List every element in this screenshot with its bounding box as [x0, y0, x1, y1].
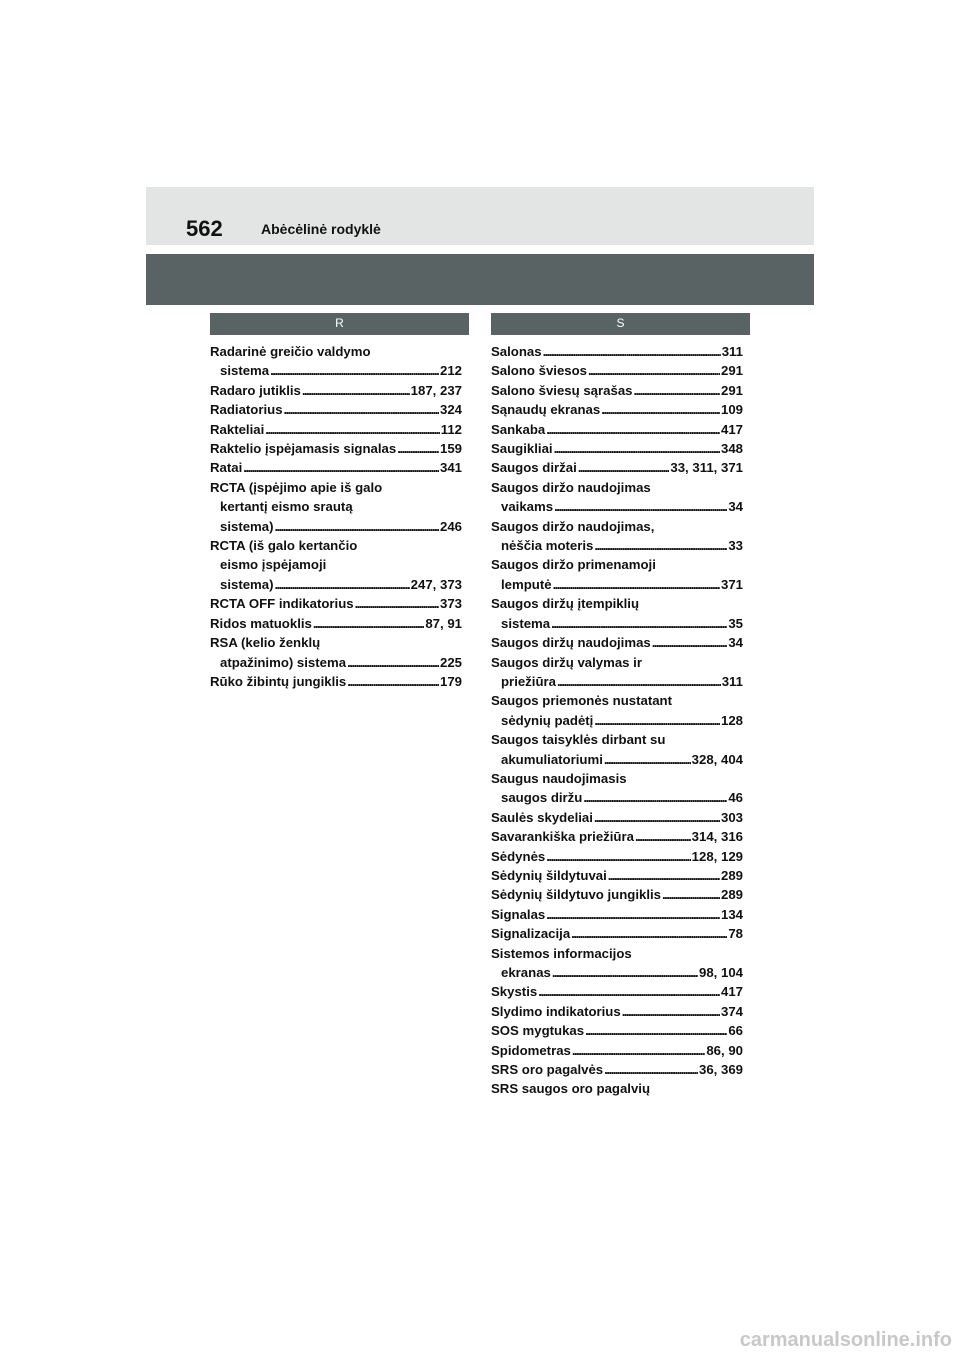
page-reference[interactable]: 128 [720, 712, 743, 728]
page-reference[interactable]: 328, 404 [691, 751, 743, 767]
index-entry-text: RCTA (įspėjimo apie iš galo [210, 479, 383, 495]
index-entry [210, 342, 462, 381]
index-entry-text: vaikams [501, 499, 554, 515]
index-entry [210, 458, 462, 477]
index-entry-text: sistema) [220, 576, 274, 592]
index-entry-text: Spidometras [491, 1042, 571, 1058]
index-entry-text: Signalizacija [491, 926, 571, 942]
dot-leader [553, 575, 720, 594]
header-bar [146, 254, 814, 305]
page-reference[interactable]: 311 [721, 673, 743, 689]
page-reference[interactable]: 291 [720, 382, 743, 398]
index-entry [491, 827, 743, 846]
index-entry [491, 1041, 743, 1060]
dot-leader [347, 653, 439, 672]
index-entry-text: Saugos priemonės nustatant [491, 693, 672, 709]
page-reference[interactable]: 371 [720, 576, 743, 592]
index-entry [210, 439, 462, 458]
page-reference[interactable]: 303 [720, 809, 743, 825]
index-entry [491, 905, 743, 924]
dot-leader [633, 381, 720, 400]
index-entry-text: lemputė [501, 576, 552, 592]
page-reference[interactable]: 46 [728, 790, 743, 806]
index-entry-text: ekranas [501, 965, 551, 980]
index-entry [210, 381, 462, 400]
dot-leader [347, 672, 439, 691]
dot-leader [652, 633, 728, 652]
dot-leader [604, 1060, 698, 1079]
dot-leader [243, 458, 439, 477]
index-entry [491, 342, 743, 361]
index-entry-text: Salono šviesos [491, 363, 588, 379]
index-entry [491, 653, 743, 692]
page-reference[interactable]: 98, 104 [699, 965, 743, 980]
page-reference[interactable]: 324 [439, 402, 462, 418]
dot-leader [302, 381, 410, 400]
page-reference[interactable]: 33 [728, 538, 743, 554]
dot-leader [635, 827, 691, 846]
index-entry-text: atpažinimo) sistema [220, 654, 347, 670]
dot-leader [578, 458, 670, 477]
index-entry [491, 982, 743, 1001]
index-entry-text: Sistemos informacijos [491, 945, 632, 961]
index-entry-text: Sąnaudų ekranas [491, 402, 601, 418]
index-entry [491, 478, 743, 517]
index-entry-text: Saugos diržai [491, 460, 577, 476]
page-reference[interactable]: 33, 311, 371 [670, 460, 743, 476]
dot-leader [608, 866, 720, 885]
index-entry-text: Sankaba [491, 421, 546, 437]
index-entry [210, 478, 462, 536]
page-reference[interactable]: 373 [439, 596, 462, 612]
page-reference[interactable]: 246 [439, 518, 462, 534]
page-reference[interactable]: 291 [720, 363, 743, 379]
dot-leader [265, 420, 439, 439]
index-entry-text: Savarankiška priežiūra [491, 829, 634, 845]
index-entry [491, 1002, 743, 1021]
page-reference[interactable]: 417 [720, 421, 743, 437]
page-reference[interactable]: 311 [721, 344, 743, 359]
page-reference[interactable]: 247, 373 [410, 576, 462, 592]
index-entry-text: Saugos diržų naudojimas [491, 635, 651, 651]
dot-leader [588, 361, 720, 380]
page-reference[interactable]: 87, 91 [425, 615, 462, 631]
index-entry [210, 400, 462, 419]
index-entry-text: Salono šviesų sąrašas [491, 382, 633, 398]
index-entry-text: Saugos taisyklės dirbant su [491, 732, 666, 748]
index-entry-text: SRS saugos oro pagalvių [491, 1081, 651, 1097]
dot-leader [270, 361, 439, 380]
index-entry-text: Rūko žibintų jungiklis [210, 673, 347, 689]
index-entry-text: Radaro jutiklis [210, 382, 301, 398]
page-reference[interactable]: 187, 237 [410, 382, 462, 398]
index-entry-text: Rakteliai [210, 421, 265, 437]
index-entry [491, 420, 743, 439]
page-reference[interactable]: 112 [440, 421, 462, 437]
page-reference[interactable]: 34 [728, 635, 743, 651]
index-entry-text: Saugus naudojimasis [491, 770, 627, 786]
page-reference[interactable]: 225 [439, 654, 462, 670]
index-entry [491, 633, 743, 652]
page-reference[interactable]: 36, 369 [699, 1062, 743, 1078]
page-reference[interactable]: 289 [720, 867, 743, 883]
dot-leader [601, 400, 720, 419]
section-header-r: R [210, 313, 469, 335]
index-entry-text: SOS mygtukas [491, 1023, 585, 1039]
index-entry [491, 381, 743, 400]
index-entry [491, 691, 743, 730]
index-entry [491, 594, 743, 633]
index-entry-text: Saugikliai [491, 441, 553, 457]
dot-leader [594, 808, 720, 827]
dot-leader [546, 847, 690, 866]
page-reference[interactable]: 34 [728, 499, 743, 515]
index-entry-text: Saugos diržo naudojimas [491, 479, 651, 495]
index-entry [491, 439, 743, 458]
index-entry-text: eismo įspėjamoji [220, 557, 327, 573]
index-entry [491, 885, 743, 904]
page-reference[interactable]: 66 [728, 1023, 743, 1039]
page-reference[interactable]: 109 [720, 402, 743, 418]
page-reference[interactable]: 159 [439, 441, 462, 457]
dot-leader [546, 905, 720, 924]
page-reference[interactable]: 134 [720, 906, 743, 922]
page-title: Abėcėlinė rodyklė [261, 221, 381, 237]
index-entry [210, 420, 462, 439]
index-entry-text: RCTA OFF indikatorius [210, 596, 354, 612]
dot-leader [594, 711, 720, 730]
index-entry-text: Sėdynės [491, 848, 546, 864]
index-entry-text: Radiatorius [210, 402, 283, 418]
index-entry-text: priežiūra [501, 673, 556, 689]
dot-leader [585, 1021, 727, 1040]
index-entry [210, 672, 462, 691]
index-entry [491, 769, 743, 808]
index-entry [491, 517, 743, 556]
index-entry [491, 924, 743, 943]
index-entry-text: nėščia moteris [501, 538, 594, 554]
page-reference[interactable]: 348 [720, 441, 743, 457]
index-entry-text: saugos diržu [501, 790, 583, 806]
index-entry-text: Saugos diržo naudojimas, [491, 518, 655, 534]
index-entry-text: Skystis [491, 984, 538, 1000]
dot-leader [275, 575, 410, 594]
page-number: 562 [186, 216, 223, 241]
dot-leader [275, 517, 439, 536]
dot-leader [397, 439, 439, 458]
page-reference[interactable]: 289 [720, 887, 743, 903]
page-header [146, 187, 814, 245]
dot-leader [557, 672, 721, 691]
page-reference[interactable]: 35 [728, 615, 743, 631]
index-entry [491, 361, 743, 380]
index-column-s [491, 342, 743, 1099]
index-entry-text: Slydimo indikatorius [491, 1003, 621, 1019]
dot-leader [552, 963, 698, 982]
page-reference[interactable]: 314, 316 [691, 829, 743, 845]
index-entry [491, 400, 743, 419]
index-entry [491, 730, 743, 769]
index-entry [491, 944, 743, 983]
index-entry-text: Radarinė greičio valdymo [210, 344, 371, 359]
index-entry-text: RCTA (iš galo kertančio [210, 538, 358, 554]
index-entry [491, 1079, 743, 1098]
dot-leader [662, 885, 720, 904]
index-entry [491, 847, 743, 866]
dot-leader [313, 614, 424, 633]
dot-leader [554, 497, 727, 516]
dot-leader [622, 1002, 720, 1021]
section-header-s: S [491, 313, 750, 335]
index-entry-text: Sėdynių šildytuvo jungiklis [491, 887, 662, 903]
index-entry-text: sistema) [220, 518, 274, 534]
index-entry-text: Salonas [491, 344, 542, 359]
dot-leader [571, 924, 727, 943]
index-entry-text: Signalas [491, 906, 546, 922]
index-entry-text: akumuliatoriumi [501, 751, 603, 767]
index-entry [491, 458, 743, 477]
index-entry-text: sėdynių padėtį [501, 712, 594, 728]
index-entry-text: Saugos diržo primenamoji [491, 557, 656, 573]
index-entry-text: Saugos diržų įtempiklių [491, 596, 640, 612]
page-reference[interactable]: 374 [720, 1003, 743, 1019]
index-entry-text: Saulės skydeliai [491, 809, 593, 825]
index-entry-text: sistema [501, 615, 551, 631]
page-reference[interactable]: 179 [439, 673, 462, 689]
index-entry-text: Raktelio įspėjamasis signalas [210, 441, 397, 457]
index-column-r [210, 342, 462, 691]
dot-leader [594, 536, 727, 555]
index-entry [210, 536, 462, 594]
page-reference[interactable]: 86, 90 [706, 1042, 743, 1058]
index-entry-text: kertantį eismo srautą [220, 499, 353, 515]
index-entry-text: Ridos matuoklis [210, 615, 312, 631]
index-entry [491, 1060, 743, 1079]
dot-leader [604, 750, 691, 769]
dot-leader [543, 342, 721, 361]
index-entry [210, 633, 462, 672]
index-entry-text: SRS oro pagalvės [491, 1062, 604, 1078]
watermark: carmanualsonline.info [739, 1329, 952, 1351]
dot-leader [355, 594, 439, 613]
page-reference[interactable]: 128, 129 [691, 848, 743, 864]
page-reference[interactable]: 78 [728, 926, 743, 942]
index-entry [491, 555, 743, 594]
page-reference[interactable]: 341 [439, 460, 462, 476]
index-entry-text: RSA (kelio ženklų [210, 635, 321, 651]
page-reference[interactable]: 417 [720, 984, 743, 1000]
index-entry-text: Saugos diržų valymas ir [491, 654, 642, 670]
index-entry [491, 808, 743, 827]
page-reference[interactable]: 212 [439, 363, 462, 379]
dot-leader [546, 420, 720, 439]
index-entry [491, 866, 743, 885]
index-entry-text: Ratai [210, 460, 243, 476]
dot-leader [551, 614, 727, 633]
index-entry [210, 594, 462, 613]
dot-leader [538, 982, 720, 1001]
index-entry [491, 1021, 743, 1040]
dot-leader [583, 788, 727, 807]
dot-leader [284, 400, 439, 419]
index-entry-text: Sėdynių šildytuvai [491, 867, 607, 883]
index-entry-text: sistema [220, 363, 270, 379]
index-entry [210, 614, 462, 633]
dot-leader [572, 1041, 705, 1060]
dot-leader [554, 439, 720, 458]
